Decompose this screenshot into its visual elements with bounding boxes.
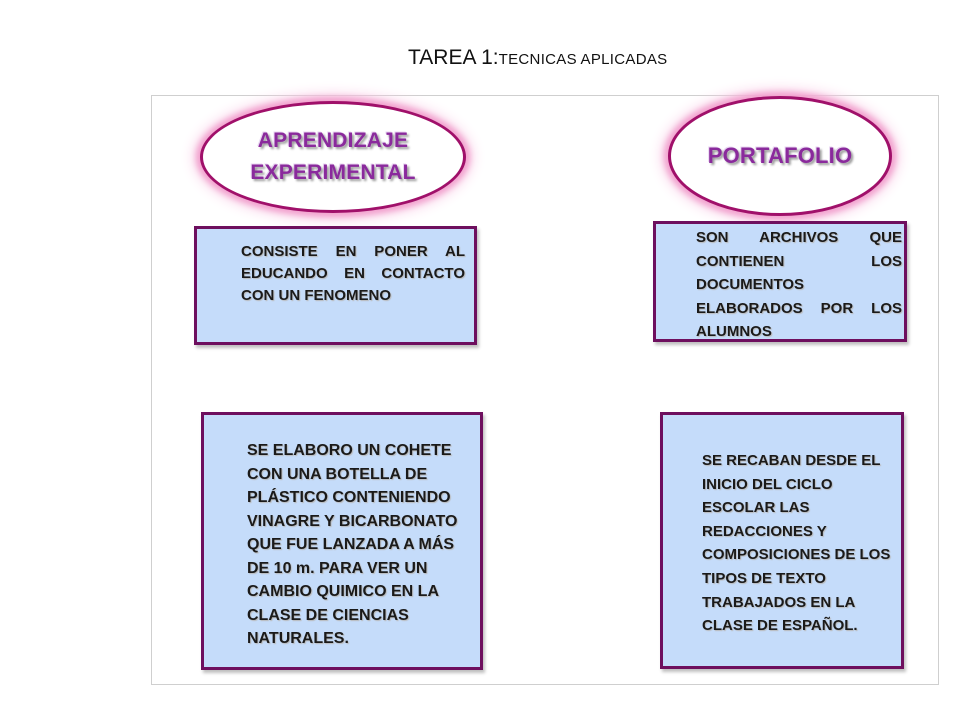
- heading-oval-aprendizaje: [200, 101, 466, 213]
- definition-text-aprendizaje: CONSISTE EN PONER AL EDUCANDO EN CONTACTO CON UN FENOMENO: [241, 243, 465, 304]
- definition-box-aprendizaje: [194, 226, 477, 345]
- definition-text-portafolio: SON ARCHIVOS QUE CONTIENEN LOS DOCUMENTOS ELABORADOS POR LOS ALUMNOS: [696, 229, 902, 340]
- example-text-aprendizaje: SE ELABORO UN COHETE CON UNA BOTELLA DE PLÁSTICO CONTENIENDO VINAGRE Y BICARBONATO QUE FUE LANZADA A MÁS DE 10 m. PARA VER UN CAMBIO QUIMICO EN LA CLASE DE CIENCIAS NATURALES.: [247, 442, 458, 647]
- example-text-portafolio: SE RECABAN DESDE EL INICIO DEL CICLO ESCOLAR LAS REDACCIONES Y COMPOSICIONES DE LOS TIPOS DE TEXTO TRABAJADOS EN LA CLASE DE ESPAÑOL.: [702, 452, 891, 635]
- title-main: TAREA 1:: [408, 46, 499, 69]
- heading-portafolio: PORTAFOLIO: [707, 143, 853, 168]
- definition-box-portafolio: [653, 221, 907, 342]
- title-sub: TECNICAS APLICADAS: [498, 51, 668, 68]
- slide-title: [408, 46, 667, 70]
- example-box-portafolio: [660, 412, 904, 669]
- heading-aprendizaje-line1: APRENDIZAJE: [257, 129, 409, 152]
- heading-oval-portafolio: [668, 96, 892, 216]
- example-box-aprendizaje: [201, 412, 483, 670]
- heading-aprendizaje-line2: EXPERIMENTAL: [250, 161, 416, 184]
